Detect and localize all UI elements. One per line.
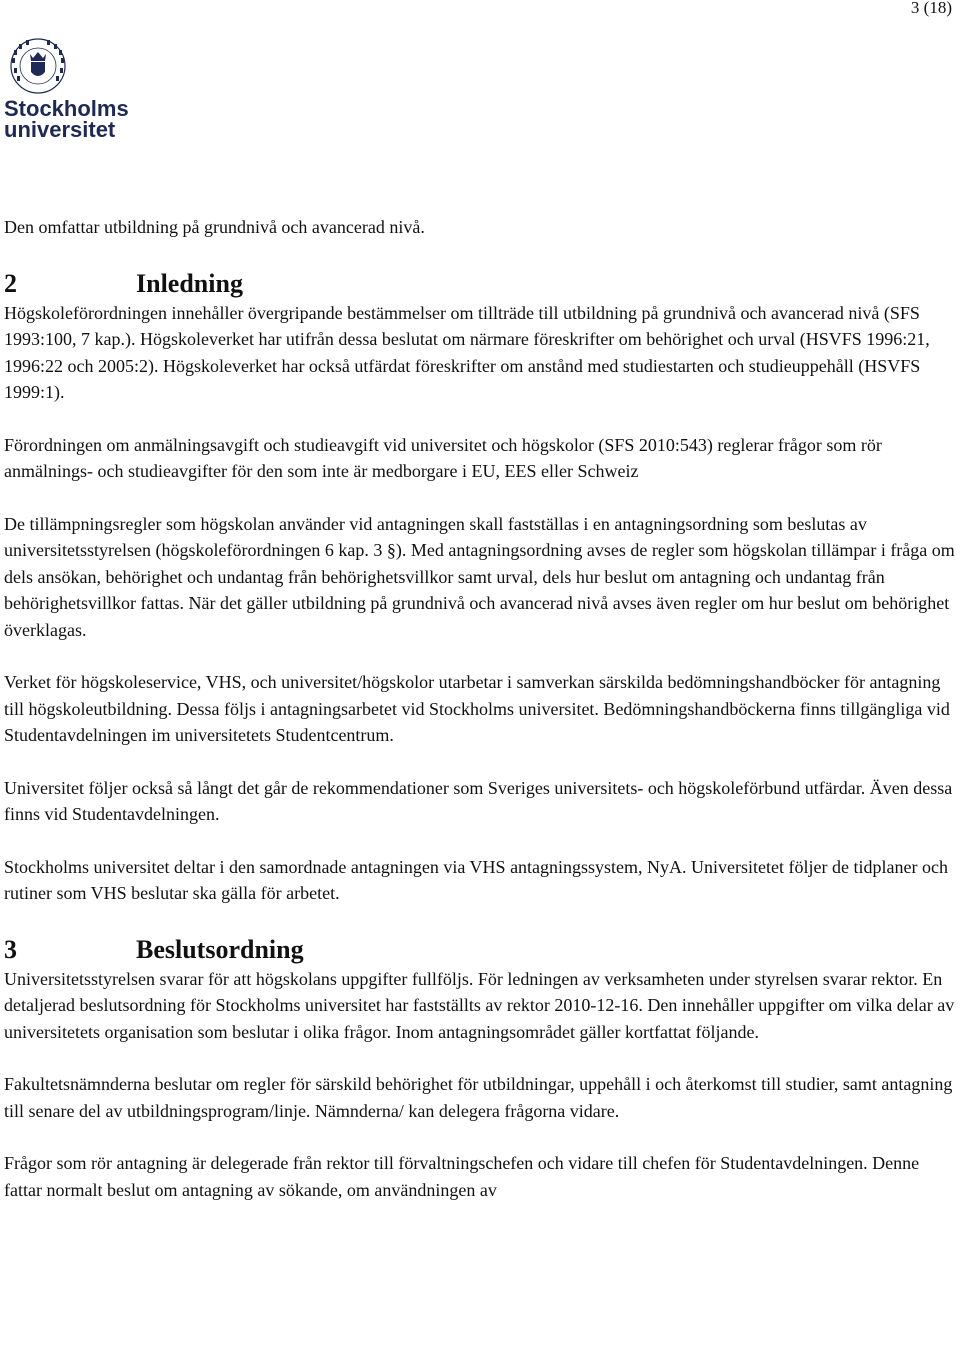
page-number: 3 (18) <box>910 0 952 17</box>
paragraph: Universitet följer också så långt det går de rekommendationer som Sveriges universitets- och högskoleförbund utfärdar. Även dessa finns vid Studentavdelningen. <box>4 777 953 824</box>
section-number: 3 <box>4 934 17 964</box>
paragraph: Verket för högskoleservice, VHS, och universitet/högskolor utarbetar i samverkan särskilda bedömningshandböcker för antagning till högskoleutbildning. Dessa följs i antagningsarbetet vid Stockholms universitet. Bedömningshandböckerna finns tillgängliga vid Studentavdelningen im universitetets Studentcentrum. <box>4 672 950 745</box>
logo-line1: Stockholms <box>4 96 129 121</box>
intro-paragraph: Den omfattar utbildning på grundnivå och avancerad nivå. <box>4 217 425 237</box>
paragraph: Fakultetsnämnderna beslutar om regler för särskild behörighet för utbildningar, uppehåll i och återkomst till studier, samt antagning till senare del av utbildningsprogram/linje. Nämnderna/ kan delegera frågorna vidare. <box>4 1074 953 1121</box>
university-seal-icon <box>2 36 132 140</box>
paragraph: De tillämpningsregler som högskolan använder vid antagningen skall fastställas i en antagningsordning som beslutas av universitetsstyrelsen (högskoleförordningen 6 kap. 3 §). Med antagningsordning avses de regler som högskolan tillämpar i fråga om dels ansökan, behörighet och undantag från behörighetsvillkor samt urval, dels hur beslut om antagning och undantag från behörighetsvillkor fattas. När det gäller utbildning på grundnivå och avancerad nivå avses även regler om hur beslut om behörighet överklagas. <box>4 513 955 640</box>
section-title: Beslutsordning <box>136 934 304 964</box>
paragraph: Universitetsstyrelsen svarar för att högskolans uppgifter fullföljs. För ledningen av verksamheten under styrelsen svarar rektor. En detaljerad beslutsordning för Stockholms universitet har fastställts av rektor 2010-12-16. Den innehåller uppgifter om vilka delar av universitetets organisation som beslutar i olika frågor. Inom antagningsområdet gäller kortfattat följande. <box>4 968 955 1042</box>
section-heading <box>4 934 956 966</box>
paragraph: Stockholms universitet deltar i den samordnade antagningen via VHS antagningssystem, NyA. Universitetet följer de tidplaner och rutiner som VHS beslutar ska gälla för arbetet. <box>4 856 948 903</box>
section-number: 2 <box>4 268 17 298</box>
logo-line2: universitet <box>4 117 116 140</box>
paragraph: Högskoleförordningen innehåller övergripande bestämmelser om tillträde till utbildning på grundnivå och avancerad nivå (SFS 1993:100, 7 kap.). Högskoleverket har utifrån dessa beslutat om närmare föreskrifter om behörighet och urval (HSVFS 1996:21, 1996:22 och 2005:2). Högskoleverket har också utfärdat föreskrifter om anstånd med studiestarten och studieuppehåll (HSVFS 1999:1). <box>4 302 930 402</box>
paragraph: Förordningen om anmälningsavgift och studieavgift vid universitet och högskolor (SFS 2010:543) reglerar frågor som rör anmälnings- och studieavgifter för den som inte är medborgare i EU, EES eller Schweiz <box>4 434 882 481</box>
document-body <box>4 214 956 1203</box>
section-heading <box>4 268 956 300</box>
section-title: Inledning <box>136 268 243 298</box>
stockholm-university-logo <box>2 36 132 140</box>
paragraph: Frågor som rör antagning är delegerade från rektor till förvaltningschefen och vidare till chefen för Studentavdelningen. Denne fattar normalt beslut om antagning av sökande, om användningen av <box>4 1153 920 1200</box>
